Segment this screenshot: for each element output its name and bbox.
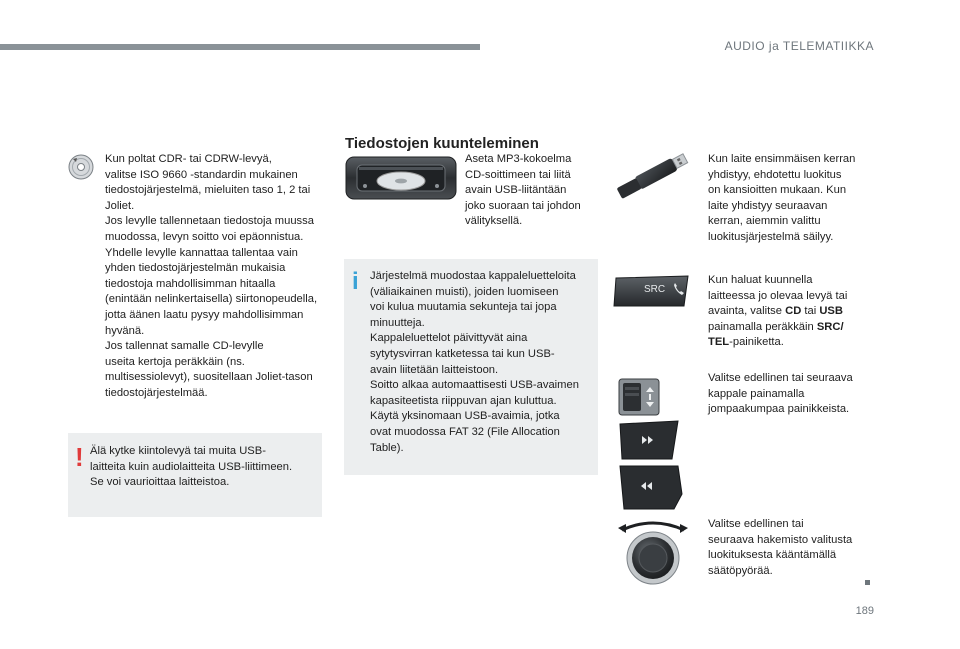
text-line: jompaakumpaa painikkeista. bbox=[708, 403, 850, 416]
text-line: Valitse edellinen tai seuraava bbox=[708, 372, 853, 384]
text-line: seuraava hakemisto valitusta bbox=[708, 533, 853, 546]
text-line: Kun laite ensimmäisen kerran bbox=[708, 153, 856, 165]
usb-stick-icon bbox=[616, 152, 692, 200]
text-line: kapasiteetista riippuvan ajan kuluttua. bbox=[370, 394, 557, 407]
folder-text bbox=[708, 517, 888, 579]
text-line: voi kulua muutamia sekunteja tai jopa bbox=[370, 301, 557, 314]
info-text bbox=[370, 269, 598, 456]
text-line: multisessiolevyt), suositellaan Joliet-tason bbox=[105, 371, 313, 384]
text-line: useita kertoja peräkkäin (ns. bbox=[105, 355, 245, 368]
section-title: Tiedostojen kuunteleminen bbox=[345, 135, 539, 152]
text-line: Jos levylle tallennetaan tiedostoja muussa bbox=[105, 215, 314, 228]
text-fragment: avainta, valitse bbox=[708, 305, 786, 318]
text-line: on kansioitten mukaan. Kun bbox=[708, 184, 847, 197]
text-line: valitse ISO 9660 -standardin mukainen bbox=[105, 168, 298, 181]
text-line: yhdistyy, ehdotettu luokitus bbox=[708, 168, 842, 181]
text-line: ovat muodossa FAT 32 (File Allocation bbox=[370, 425, 560, 438]
src-tel-button-icon bbox=[612, 274, 692, 308]
text-line bbox=[708, 304, 888, 320]
track-text bbox=[708, 371, 888, 418]
keyword-usb: USB bbox=[819, 305, 843, 318]
text-line bbox=[708, 320, 888, 336]
text-fragment: painamalla peräkkäin bbox=[708, 320, 817, 333]
text-line: välityksellä. bbox=[465, 215, 523, 228]
text-line: Kun poltat CDR- tai CDRW-levyä, bbox=[105, 153, 272, 165]
text-line: jotta äänen laatu pysyy mahdollisimman bbox=[105, 308, 304, 321]
text-line: joko suoraan tai johdon bbox=[465, 199, 581, 212]
text-fragment: -painiketta. bbox=[729, 336, 784, 349]
text-line: avain liitetään laitteistoon. bbox=[370, 363, 499, 376]
text-line: laitteessa jo olevaa levyä tai bbox=[708, 289, 848, 302]
text-line: Järjestelmä muodostaa kappaleluetteloita bbox=[370, 270, 576, 282]
radio-unit-icon bbox=[345, 153, 457, 203]
text-line: luokitusjärjestelmä säilyy. bbox=[708, 230, 834, 243]
text-line: kappale painamalla bbox=[708, 387, 805, 400]
usb-text bbox=[708, 152, 888, 246]
text-line: Se voi vaurioittaa laitteistoa. bbox=[90, 476, 230, 489]
rotary-wheel-icon bbox=[616, 518, 690, 586]
text-line: Table). bbox=[370, 441, 404, 454]
text-line: tiedostojärjestelmää. bbox=[105, 386, 208, 399]
text-line: Joliet. bbox=[105, 199, 135, 212]
text-line: Älä kytke kiintolevyä tai muita USB- bbox=[90, 445, 266, 457]
text-line: CD-soittimeen tai liitä bbox=[465, 168, 571, 181]
exclamation-icon: ! bbox=[75, 442, 84, 472]
keyword-src: SRC/ bbox=[816, 320, 844, 333]
text-line: (enintään nelinkertaisella) siirtonopeudella, bbox=[105, 293, 318, 306]
text-line: Kappaleluettelot päivittyvät aina bbox=[370, 332, 528, 345]
text-line: Soitto alkaa automaattisesti USB-avaimen bbox=[370, 379, 579, 392]
text-line: (väliaikainen muisti), joiden luomiseen bbox=[370, 285, 559, 298]
text-line: luokituksesta kääntämällä bbox=[708, 549, 837, 562]
cd-note-text bbox=[105, 152, 325, 402]
src-button-label: SRC bbox=[644, 284, 666, 295]
warning-text bbox=[90, 444, 320, 491]
keyword-cd: CD bbox=[785, 305, 802, 318]
insert-media-text bbox=[465, 152, 597, 230]
text-line: laite yhdistyy seuraavan bbox=[708, 199, 828, 212]
text-line: minuutteja. bbox=[370, 316, 425, 329]
text-fragment: tai bbox=[801, 305, 820, 318]
text-line: Kun haluat kuunnella bbox=[708, 274, 813, 286]
next-track-icon bbox=[618, 420, 680, 460]
text-line: säätöpyörää. bbox=[708, 564, 773, 577]
text-line: muodossa, levyn soitto voi epäonnistua. bbox=[105, 230, 304, 243]
text-line: tiedostojärjestelmä, mieluiten taso 1, 2 tai bbox=[105, 184, 311, 197]
text-line: hyvänä. bbox=[105, 324, 145, 337]
text-line: kerran, aiemmin valittu bbox=[708, 215, 821, 228]
cd-disc-icon bbox=[68, 154, 94, 180]
text-line: Jos tallennat samalle CD-levylle bbox=[105, 340, 264, 353]
text-line bbox=[708, 335, 888, 351]
header-rule bbox=[0, 44, 480, 50]
previous-track-icon bbox=[618, 464, 684, 510]
text-line: sytytysvirran katketessa tai kun USB- bbox=[370, 347, 555, 360]
header-title: AUDIO ja TELEMATIIKKA bbox=[724, 39, 874, 53]
text-line: yhden tiedostojärjestelmän mukaisia bbox=[105, 262, 286, 275]
text-line: Aseta MP3-kokoelma bbox=[465, 153, 572, 165]
text-line: Yhdelle levylle kannattaa tallentaa vain bbox=[105, 246, 298, 259]
text-line: Valitse edellinen tai bbox=[708, 518, 804, 530]
info-icon: i bbox=[352, 268, 359, 295]
up-down-rocker-icon bbox=[618, 378, 660, 416]
text-line: Käytä yksinomaan USB-avaimia, jotka bbox=[370, 410, 560, 423]
page-marker bbox=[865, 580, 870, 585]
page-number: 189 bbox=[855, 605, 874, 617]
src-text bbox=[708, 273, 888, 351]
text-line: laitteita kuin audiolaitteita USB-liittimeen. bbox=[90, 460, 293, 473]
keyword-tel: TEL bbox=[708, 336, 730, 349]
text-line: tiedostoja mahdollisimman hitaalla bbox=[105, 277, 276, 290]
text-line: avain USB-liitäntään bbox=[465, 184, 567, 197]
